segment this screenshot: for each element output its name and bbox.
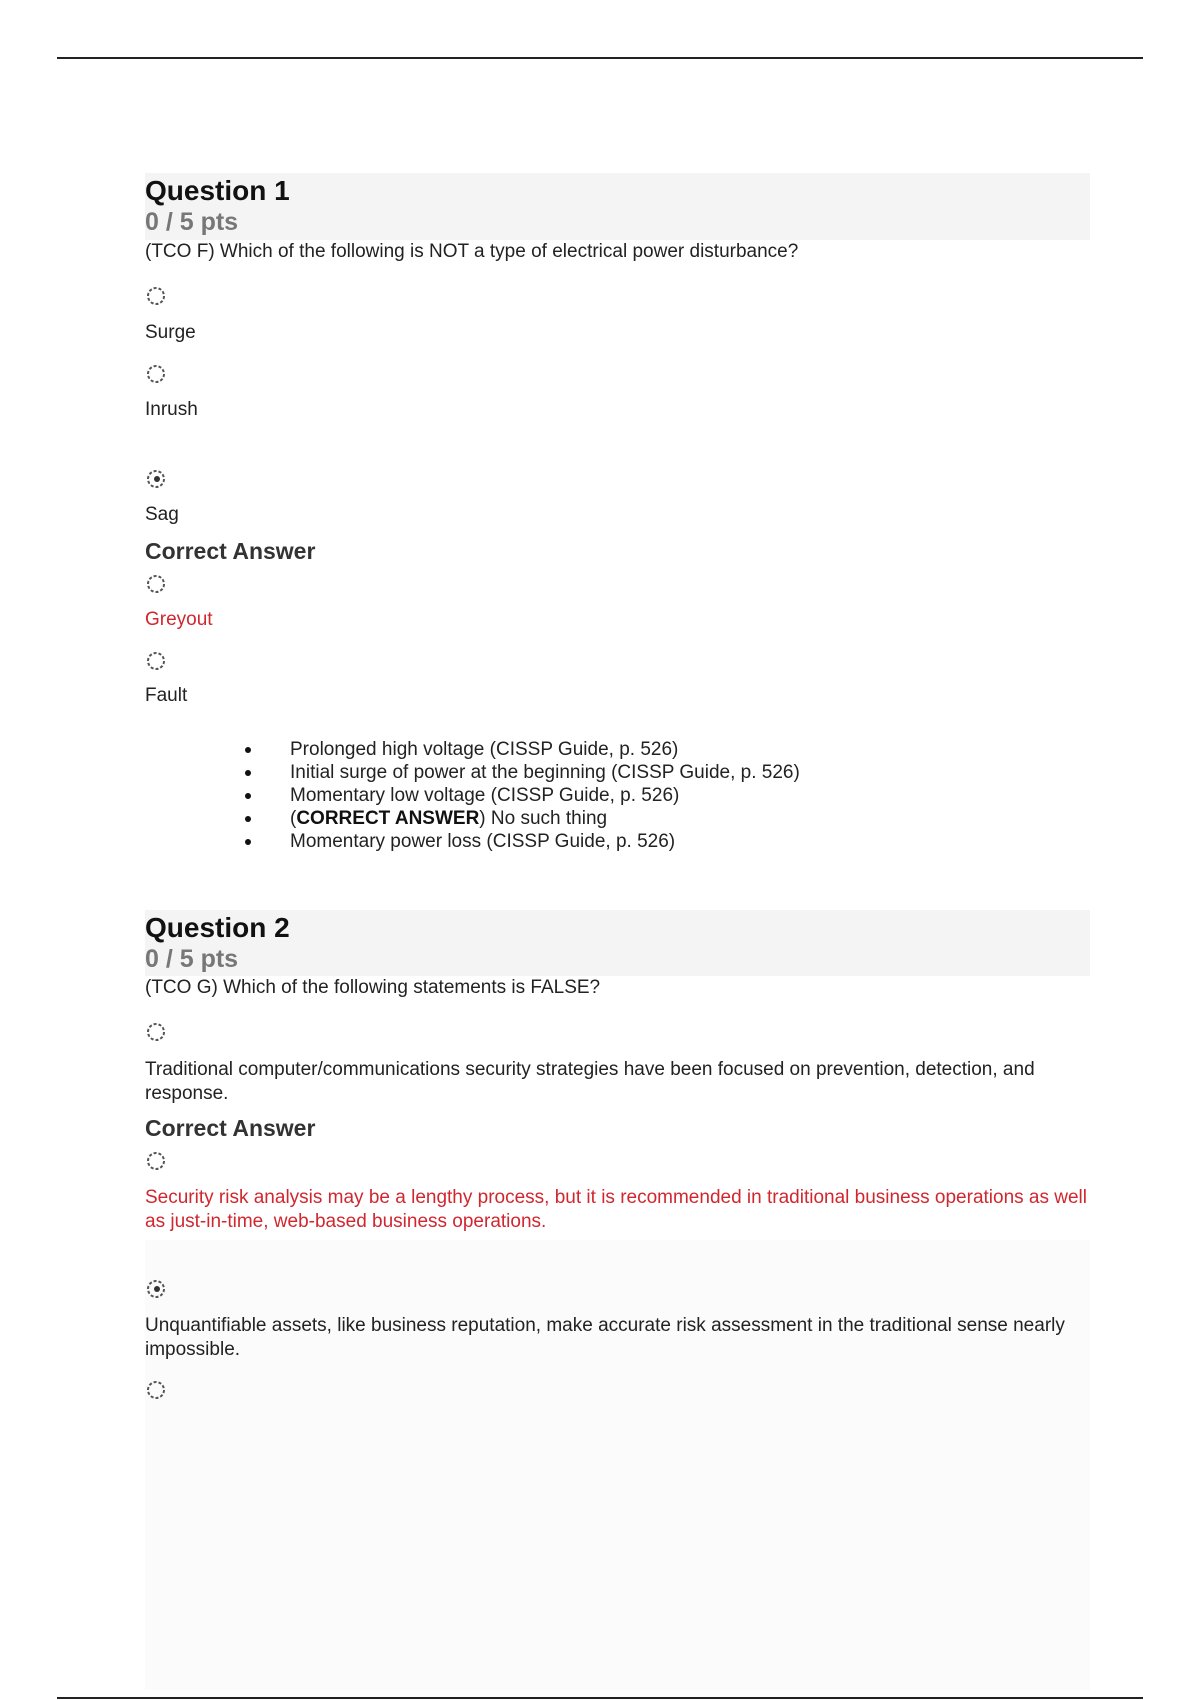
question-2-option-1: Traditional computer/communications security strategies have been focused on prevention, detection, and response.: [145, 1059, 1035, 1104]
question-2-title: Question 2: [145, 912, 290, 943]
question-1-option-fault: Fault: [145, 685, 188, 706]
question-1-option-inrush: Inrush: [145, 399, 198, 420]
question-1-feedback-list: [245, 738, 800, 853]
radio-unselected-icon[interactable]: [146, 651, 166, 671]
list-item: Prolonged high voltage (CISSP Guide, p. 526): [245, 738, 800, 761]
list-item: Initial surge of power at the beginning (CISSP Guide, p. 526): [245, 761, 800, 784]
list-item: Momentary power loss (CISSP Guide, p. 526): [245, 830, 800, 853]
radio-unselected-icon[interactable]: [146, 286, 166, 306]
question-2-prompt: (TCO G) Which of the following statements is FALSE?: [145, 977, 601, 998]
radio-unselected-icon[interactable]: [146, 1151, 166, 1171]
question-1-header: [145, 173, 1090, 240]
question-2-option-3: Unquantifiable assets, like business reputation, make accurate risk assessment in the traditional sense nearly impossible.: [145, 1315, 1065, 1360]
question-1-option-surge: Surge: [145, 322, 196, 343]
radio-unselected-icon[interactable]: [146, 574, 166, 594]
radio-unselected-icon[interactable]: [146, 1380, 166, 1400]
question-1-option-sag: Sag: [145, 504, 179, 525]
bottom-rule: [57, 1697, 1143, 1699]
radio-selected-icon[interactable]: [146, 1279, 166, 1299]
question-2-header: [145, 910, 1090, 976]
question-1-prompt: (TCO F) Which of the following is NOT a type of electrical power disturbance?: [145, 241, 799, 262]
question-1-correct-answer-label: Correct Answer: [145, 538, 316, 564]
faded-area: [145, 1240, 1090, 1690]
radio-unselected-icon[interactable]: [146, 1022, 166, 1042]
question-1-points: 0 / 5 pts: [145, 208, 239, 236]
question-1-title: Question 1: [145, 175, 290, 206]
radio-selected-icon[interactable]: [146, 469, 166, 489]
top-rule: [57, 57, 1143, 59]
question-2-correct-answer-label: Correct Answer: [145, 1115, 316, 1141]
radio-unselected-icon[interactable]: [146, 364, 166, 384]
correct-answer-tag: CORRECT ANSWER: [296, 808, 480, 829]
question-2-option-2: Security risk analysis may be a lengthy process, but it is recommended in traditional business operations as well as just-in-time, web-based business operations.: [145, 1187, 1088, 1232]
list-item: (CORRECT ANSWER) No such thing: [245, 807, 800, 830]
question-1-option-greyout: Greyout: [145, 609, 213, 630]
list-item: Momentary low voltage (CISSP Guide, p. 526): [245, 784, 800, 807]
question-2-points: 0 / 5 pts: [145, 945, 239, 973]
